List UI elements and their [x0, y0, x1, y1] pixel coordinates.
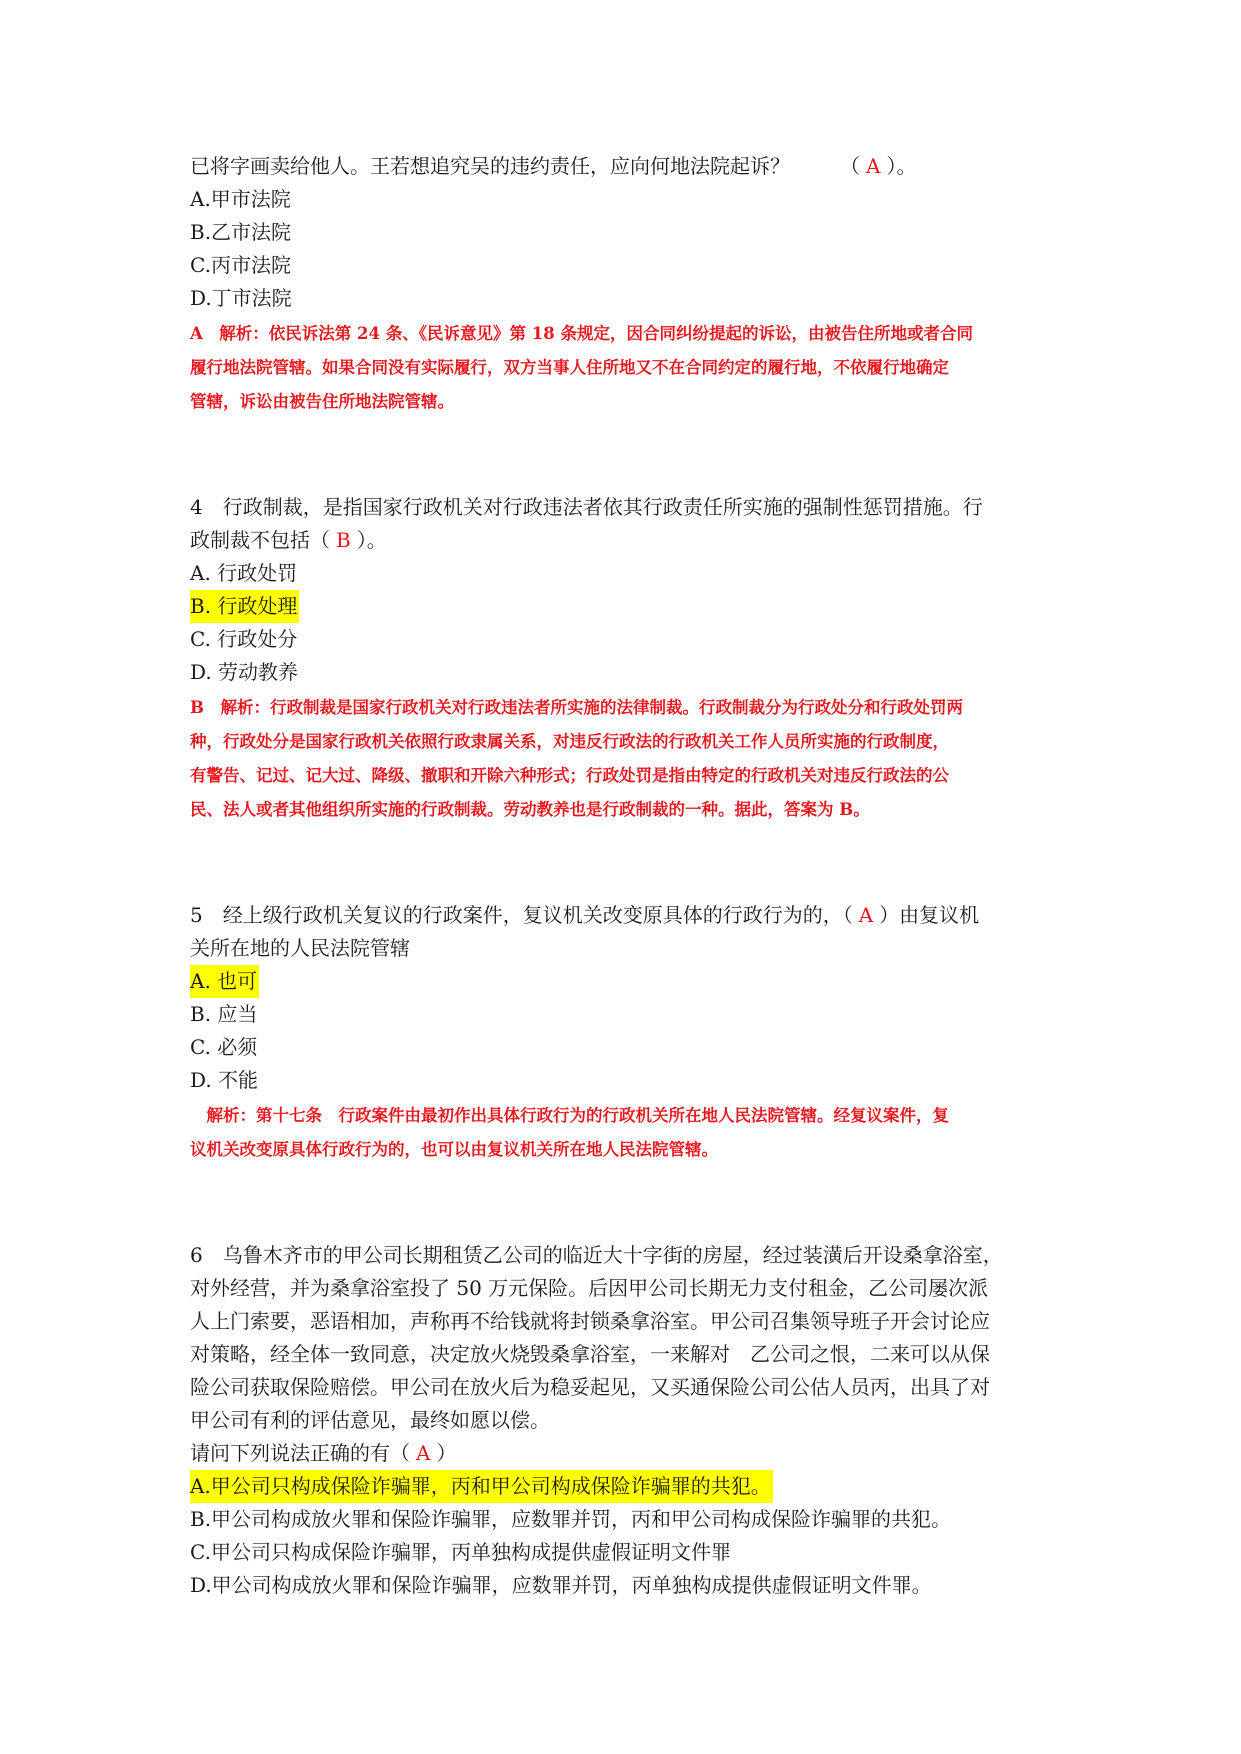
q6-option-b: B.甲公司构成放火罪和保险诈骗罪，应数罪并罚，丙和甲公司构成保险诈骗罪的共犯。	[190, 1507, 952, 1531]
q4-answer: B	[336, 528, 351, 552]
q3-stem-pre: 已将字画卖给他人。王若想追究吴的违约责任，应向何地法院起诉？ （	[190, 154, 860, 178]
spacer	[190, 419, 1060, 491]
q4-option-b-highlight: B. 行政处理	[190, 590, 299, 623]
q6-stem-line: 甲公司有利的评估意见，最终如愿以偿。	[190, 1408, 550, 1432]
q4-analysis-line: 民、法人或者其他组织所实施的行政制裁。劳动教养也是行政制裁的一种。据此，答案为 B。	[190, 800, 870, 819]
spacer	[190, 1167, 1060, 1239]
q6-stem-line: 险公司获取保险赔偿。甲公司在放火后为稳妥起见，又买通保险公司公估人员丙，出具了对	[190, 1375, 990, 1399]
q6-stem-line: 对策略，经全体一致同意，决定放火烧毁桑拿浴室，一来解对 乙公司之恨，二来可以从保	[190, 1342, 990, 1366]
q4-analysis-line: B 解析：行政制裁是国家行政机关对行政违法者所实施的法律制裁。行政制裁分为行政处分和行政处罚两	[190, 698, 963, 717]
spacer	[190, 827, 1060, 899]
q5-analysis	[190, 1099, 1060, 1167]
q3-option-b: B.乙市法院	[190, 220, 292, 244]
document-page	[190, 150, 1060, 1602]
q3-stem-post: ）。	[886, 154, 917, 178]
q5-option-a-highlight: A. 也可	[190, 965, 259, 998]
q6-question	[190, 1437, 1060, 1470]
q3-analysis	[190, 317, 1060, 419]
q5-answer: A	[858, 903, 874, 927]
q3-analysis-line: 履行地法院管辖。如果合同没有实际履行，双方当事人住所地又不在合同约定的履行地，不依履行地确定	[190, 358, 949, 377]
q4-stem-post: ）。	[356, 528, 387, 552]
q5-analysis-line: 议机关改变原具体行政行为的，也可以由复议机关所在地人民法院管辖。	[190, 1140, 718, 1159]
q3-option-a: A.甲市法院	[190, 187, 291, 211]
q4-option-b	[190, 590, 1060, 623]
q3-option-d: D.丁市法院	[190, 286, 292, 310]
q4-option-a: A. 行政处罚	[190, 561, 298, 585]
q5-option-b: B. 应当	[190, 1002, 258, 1026]
q3-answer: A	[866, 154, 881, 178]
q4-stem-line1: 4 行政制裁，是指国家行政机关对行政违法者依其行政责任所实施的强制性惩罚措施。行	[190, 495, 983, 519]
q6-option-d: D.甲公司构成放火罪和保险诈骗罪，应数罪并罚，丙单独构成提供虚假证明文件罪。	[190, 1573, 932, 1597]
q5-option-a	[190, 965, 1060, 998]
q4-stem-pre: 政制裁不包括（	[190, 528, 330, 552]
q3-analysis-line: A 解析：依民诉法第 24 条、《民诉意见》第 18 条规定，因合同纠纷提起的诉讼，由被告住所地或者合同	[190, 324, 973, 343]
q6-question-post: ）	[436, 1441, 457, 1465]
q4-analysis-line: 种，行政处分是国家行政机关依照行政隶属关系，对违反行政法的行政机关工作人员所实施的行政制度，	[190, 732, 949, 751]
q4-option-d: D. 劳动教养	[190, 660, 299, 684]
q3-analysis-line: 管辖，诉讼由被告住所地法院管辖。	[190, 392, 454, 411]
q6-stem-line: 对外经营，并为桑拿浴室投了 50 万元保险。后因甲公司长期无力支付租金，乙公司屡次派	[190, 1276, 989, 1300]
q4-analysis	[190, 691, 1060, 827]
q6-option-a-highlight: A.甲公司只构成保险诈骗罪，丙和甲公司构成保险诈骗罪的共犯。	[190, 1470, 773, 1503]
q4-stem-line2	[190, 524, 1060, 557]
q6-answer: A	[416, 1441, 431, 1465]
q5-stem-line2: 关所在地的人民法院管辖	[190, 936, 410, 960]
q5-option-d: D. 不能	[190, 1068, 259, 1092]
q5-option-c: C. 必须	[190, 1035, 258, 1059]
q6-option-a	[190, 1470, 1060, 1503]
q6-question-pre: 请问下列说法正确的有（	[190, 1441, 410, 1465]
q5-stem-pre: 5 经上级行政机关复议的行政案件，复议机关改变原具体的行政行为的，（	[190, 903, 853, 927]
q5-stem-line1	[190, 899, 1060, 932]
q4-analysis-line: 有警告、记过、记大过、降级、撤职和开除六种形式；行政处罚是指由特定的行政机关对违反行政法的公	[190, 766, 949, 785]
q4-option-c: C. 行政处分	[190, 627, 298, 651]
q5-stem-post: ）由复议机	[879, 903, 980, 927]
q6-option-c: C.甲公司只构成保险诈骗罪，丙单独构成提供虚假证明文件罪	[190, 1540, 731, 1564]
q3-stem	[190, 150, 1060, 183]
q6-stem-line: 6 乌鲁木齐市的甲公司长期租赁乙公司的临近大十字街的房屋，经过装潢后开设桑拿浴室，	[190, 1243, 1003, 1267]
q3-option-c: C.丙市法院	[190, 253, 291, 277]
q5-analysis-line: 解析：第十七条 行政案件由最初作出具体行政行为的行政机关所在地人民法院管辖。经复议案件，复	[190, 1106, 949, 1125]
q6-stem-line: 人上门索要，恶语相加，声称再不给钱就将封锁桑拿浴室。甲公司召集领导班子开会讨论应	[190, 1309, 990, 1333]
